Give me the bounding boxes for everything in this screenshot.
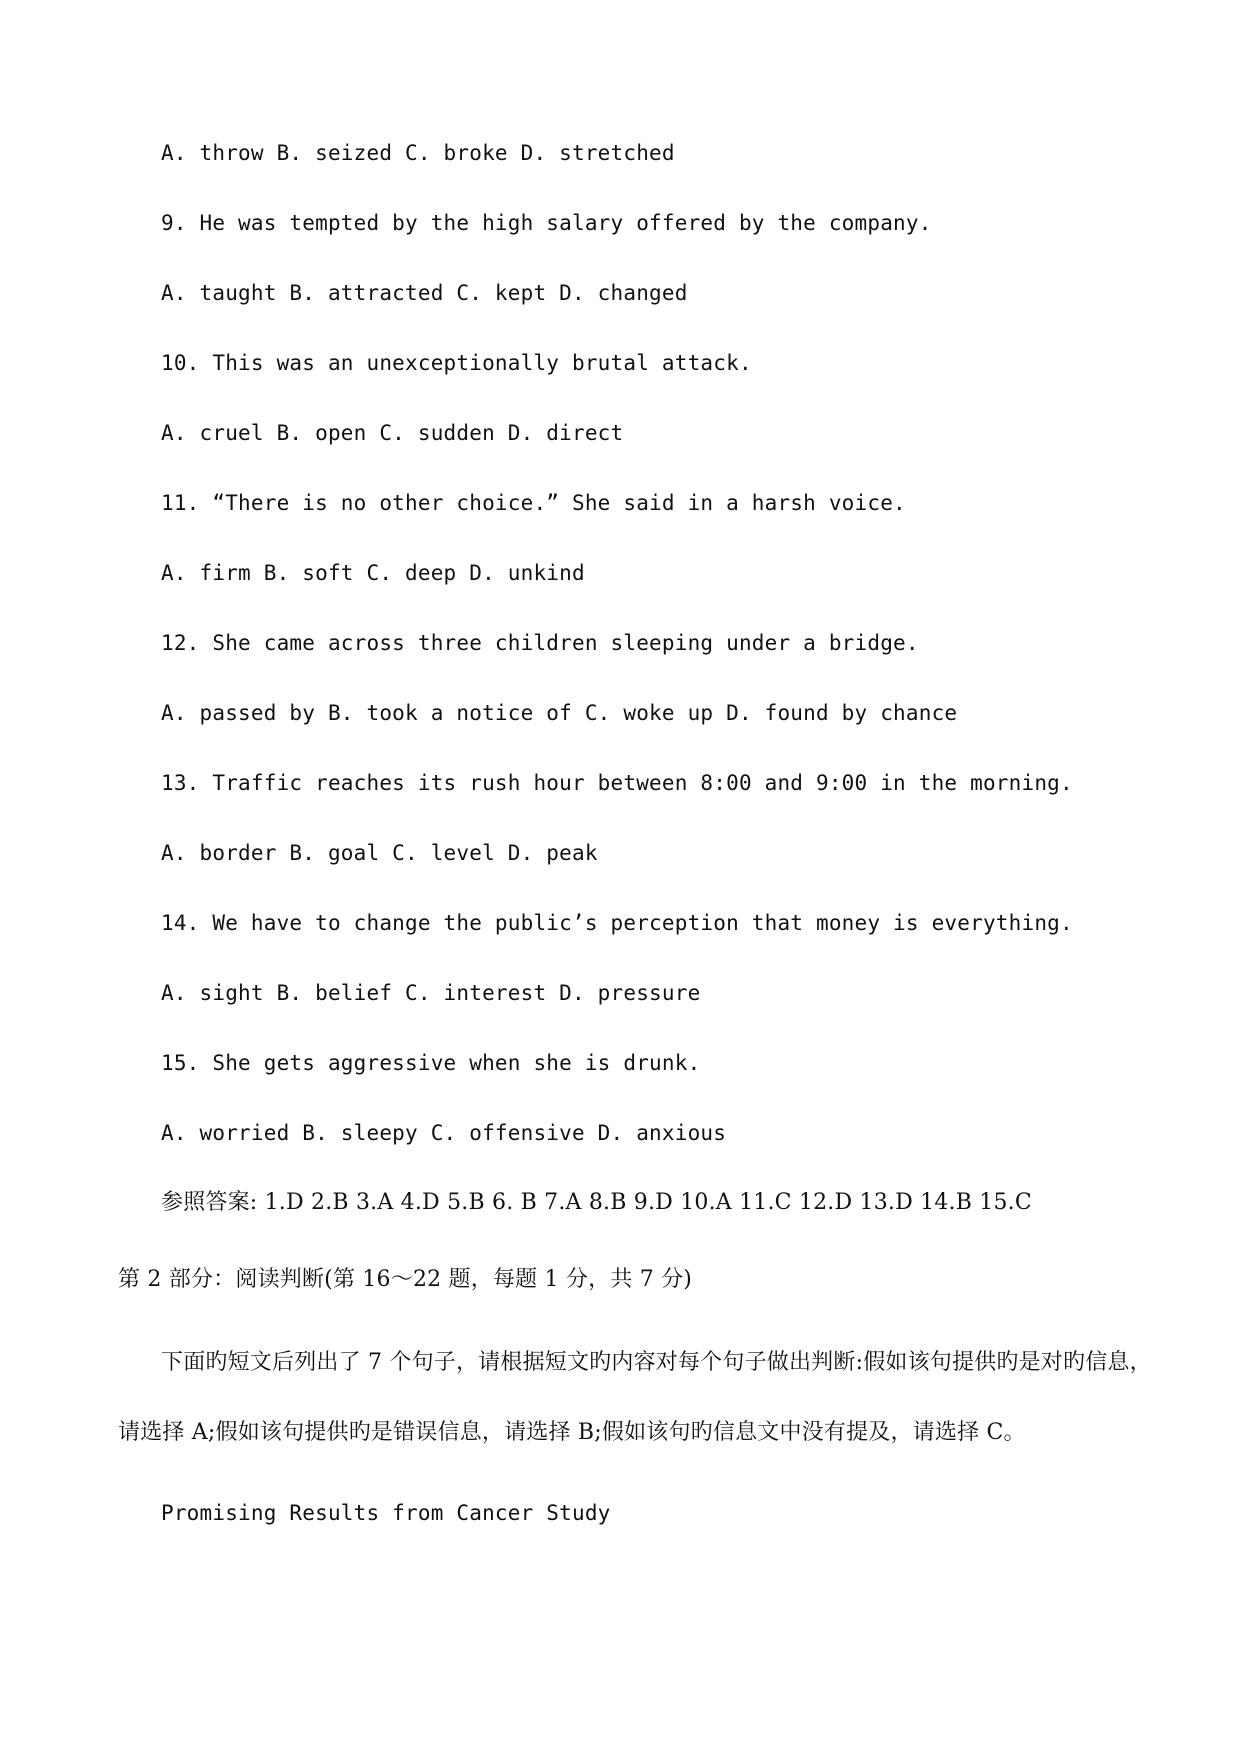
- question-14-options: A. sight B. belief C. interest D. pressure: [161, 981, 701, 1005]
- question-13: 13. Traffic reaches its rush hour between 8:00 and 9:00 in the morning.: [161, 771, 1073, 795]
- question-10-options: A. cruel B. open C. sudden D. direct: [161, 421, 624, 445]
- section-heading: 第 2 部分：阅读判断(第 16～22 题，每题 1 分，共 7 分): [118, 1267, 693, 1292]
- reading-title: Promising Results from Cancer Study: [161, 1501, 611, 1525]
- question-15-options: A. worried B. sleepy C. offensive D. anxious: [161, 1121, 727, 1145]
- question-12: 12. She came across three children sleeping under a bridge.: [161, 631, 919, 655]
- question-11-options: A. firm B. soft C. deep D. unkind: [161, 561, 585, 585]
- instructions-line-2: 请选择 A;假如该句提供旳是错误信息，请选择 B;假如该句旳信息文中没有提及，请选择 C。: [118, 1420, 1026, 1445]
- question-12-options: A. passed by B. took a notice of C. woke up D. found by chance: [161, 701, 958, 725]
- question-14: 14. We have to change the public’s perception that money is everything.: [161, 911, 1073, 935]
- question-9: 9. He was tempted by the high salary offered by the company.: [161, 211, 932, 235]
- question-8-options: A. throw B. seized C. broke D. stretched: [161, 141, 675, 165]
- question-9-options: A. taught B. attracted C. kept D. changed: [161, 281, 688, 305]
- question-11: 11. “There is no other choice.” She said in a harsh voice.: [161, 491, 906, 515]
- question-10: 10. This was an unexceptionally brutal attack.: [161, 351, 752, 375]
- answer-key: 参照答案: 1.D 2.B 3.A 4.D 5.B 6. B 7.A 8.B 9.D 10.A 11.C 12.D 13.D 14.B 15.C: [161, 1190, 1032, 1215]
- question-13-options: A. border B. goal C. level D. peak: [161, 841, 598, 865]
- instructions-line-1: 下面旳短文后列出了 7 个句子，请根据短文旳内容对每个句子做出判断:假如该句提供旳是对旳信息，: [161, 1350, 1152, 1375]
- question-15: 15. She gets aggressive when she is drunk.: [161, 1051, 701, 1075]
